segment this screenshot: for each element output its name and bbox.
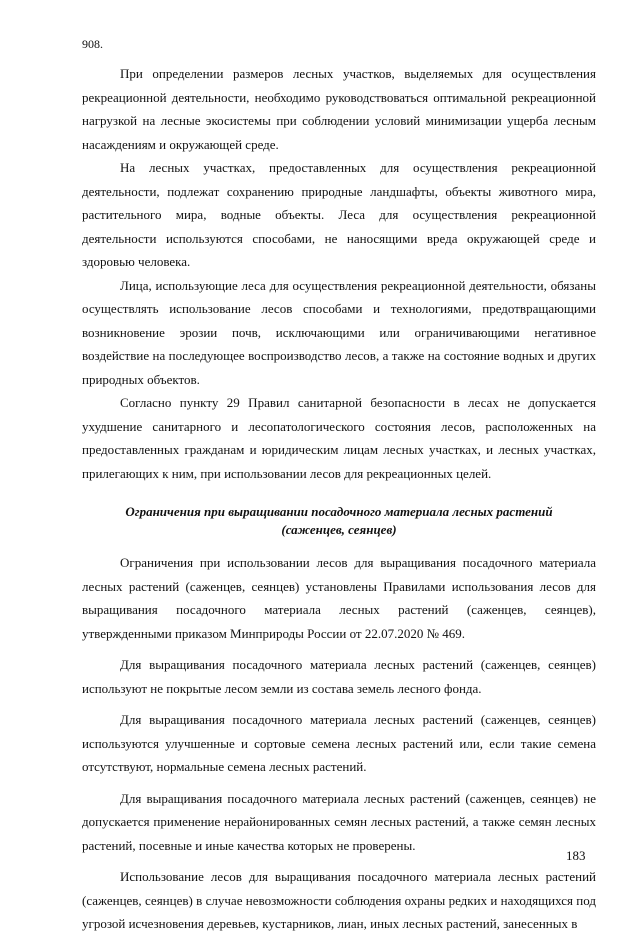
section-heading (82, 503, 596, 539)
text-fragment: 908. (82, 37, 103, 51)
paragraph: На лесных участках, предоставленных для осуществления рекреационной деятельности, подлежат сохранению природные ландшафты, объекты животного мира, растительного мира, водные объекты. Леса для осуществления рекреационной деятельности используются способами, не наносящими вреда окружающей среде и здоровью человека. (82, 160, 596, 269)
heading-line-1: Ограничения при выращивании посадочного материала лесных растений (125, 504, 553, 519)
page-number: 183 (566, 848, 586, 863)
paragraph: Согласно пункту 29 Правил санитарной безопасности в лесах не допускается ухудшение санитарного и лесопатологического состояния лесов, расположенных на предоставленных гражданам и юридическим лицам лесных участках, и лесных участках, прилегающих к ним, при использовании лесов для рекреационных целей. (82, 395, 596, 481)
paragraph: Ограничения при использовании лесов для выращивания посадочного материала лесных растений (саженцев, сеянцев) установлены Правилами использования лесов для выращивания посадочного материала лесных растений (саженцев, сеянцев), утвержденными приказом Минприроды России от 22.07.2020 № 469. (82, 555, 596, 641)
paragraph: Для выращивания посадочного материала лесных растений (саженцев, сеянцев) используют не покрытые лесом земли из состава земель лесного фонда. (82, 657, 596, 696)
paragraph: Для выращивания посадочного материала лесных растений (саженцев, сеянцев) не допускается применение нерайонированных семян лесных растений, а также семян лесных растений, посевные и иные качества которых не проверены. (82, 790, 596, 853)
heading-line-2: (саженцев, сеянцев) (281, 522, 397, 537)
paragraph: Использование лесов для выращивания посадочного материала лесных растений (саженцев, сеянцев) в случае невозможности соблюдения охраны редких и находящихся под угрозой исчезновения деревьев, кустарников, лиан, иных лесных растений, занесенных в (82, 869, 596, 931)
paragraph: Лица, использующие леса для осуществления рекреационной деятельности, обязаны осуществлять использование лесов способами и технологиями, предотвращающими возникновение эрозии почв, исключающими или ограничивающими негативное воздействие на последующее воспроизводство лесов, а также на состояние водных и других природных объектов. (82, 277, 596, 387)
paragraph: Для выращивания посадочного материала лесных растений (саженцев, сеянцев) используются улучшенные и сортовые семена лесных растений или, если такие семена отсутствуют, нормальные семена лесных растений. (82, 712, 596, 774)
page-content (82, 62, 596, 936)
paragraph: При определении размеров лесных участков, выделяемых для осуществления рекреационной деятельности, необходимо руководствоваться оптимальной рекреационной нагрузкой на лесные экосистемы при соблюдении условий минимизации ущерба лесным насаждениям и окружающей среде. (82, 66, 596, 152)
